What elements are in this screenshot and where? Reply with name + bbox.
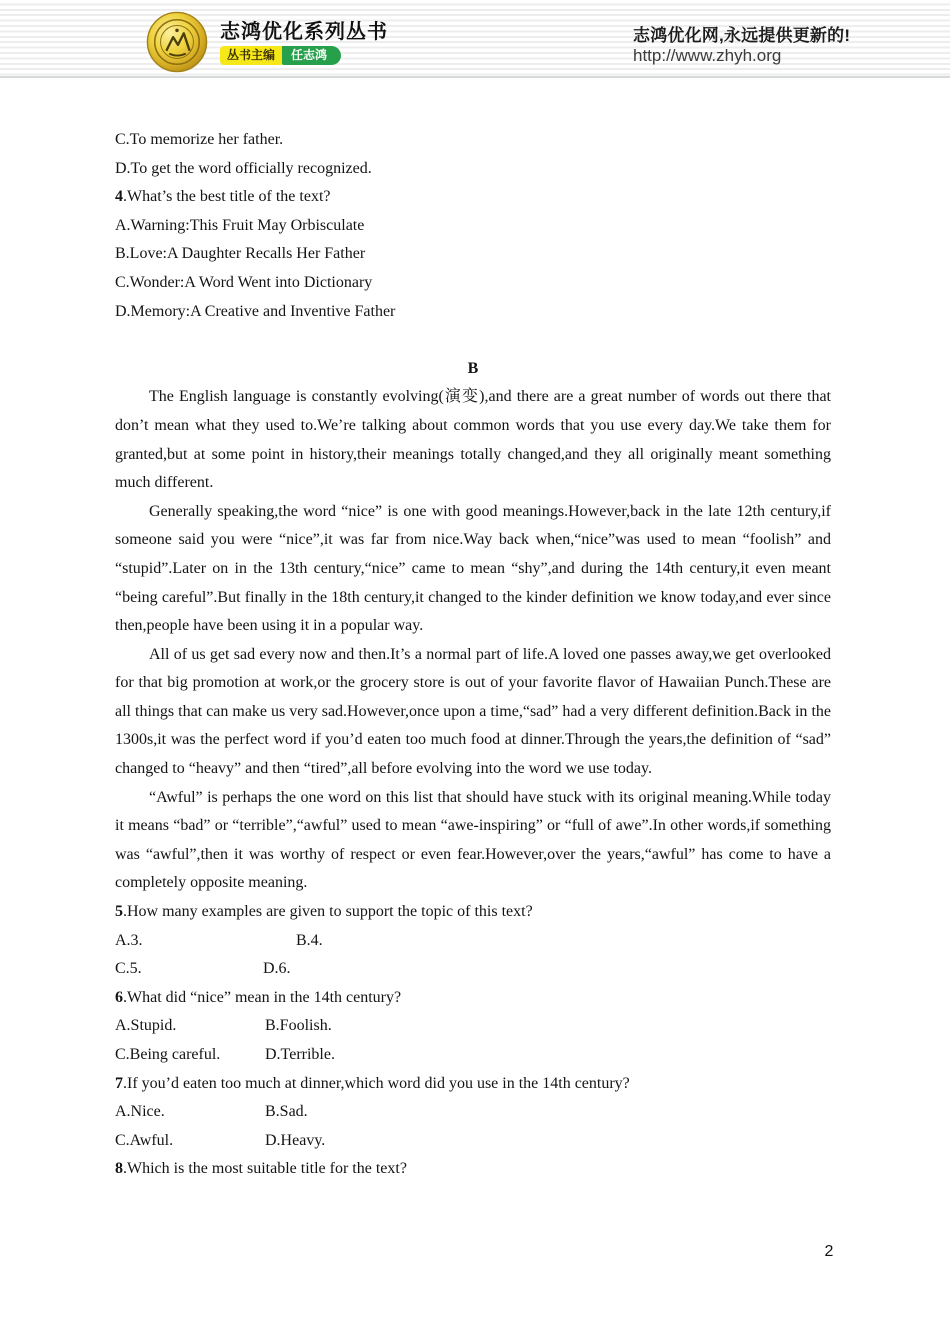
series-editor-badge: 丛书主编: [220, 46, 282, 65]
option-cell: C.Being careful.: [115, 1046, 221, 1063]
option-cell: C.Awful.: [115, 1131, 174, 1149]
option-cell: A.3.: [115, 931, 143, 949]
site-slogan: 志鸿优化网,永远提供更新的!: [633, 26, 851, 45]
editor-badges: [220, 46, 341, 65]
header-right-block: [633, 26, 850, 66]
option-cell: B.4.: [296, 931, 323, 949]
question-text: .If you’d eaten too much at dinner,which word did you use in the 14th century?: [123, 1074, 630, 1092]
question-number: 6: [115, 988, 123, 1006]
option-cell: D.6.: [263, 960, 291, 978]
option-cell: C.5.: [115, 960, 142, 978]
question-text: .What’s the best title of the text?: [123, 188, 331, 206]
option-row: [115, 955, 831, 984]
medal-logo-icon: [146, 11, 208, 73]
brand-block: [220, 11, 388, 65]
editor-name-badge: 任志鸿: [282, 46, 341, 65]
option-cell: A.Stupid.: [115, 1017, 177, 1035]
option-line: C.To memorize her father.: [115, 131, 284, 148]
option-line: A.Warning:This Fruit May Orbisculate: [115, 216, 365, 234]
document-content: [0, 78, 950, 1184]
option-cell: D.Heavy.: [265, 1131, 326, 1149]
option-cell: B.Foolish.: [265, 1017, 332, 1035]
question-text: .How many examples are given to support the topic of this text?: [123, 903, 533, 921]
question-text: .Which is the most suitable title for the text?: [123, 1160, 407, 1178]
option-row: [115, 927, 831, 956]
question-line-6: [115, 984, 831, 1013]
question-number: 7: [115, 1074, 123, 1092]
option-row: [115, 1127, 831, 1156]
question-number: 4: [115, 188, 123, 206]
option-cell: A.Nice.: [115, 1103, 165, 1121]
option-row: [115, 1098, 831, 1127]
paragraph: The English language is constantly evolving(演变),and there are a great number of words out there that don’t mean what they used to.We’re talking about common words that you use every day.We take them for granted,but at some point in history,their meanings totally changed,and they all originally meant something much different.: [115, 388, 831, 492]
section-heading-b: B: [467, 359, 479, 377]
option-line: D.Memory:A Creative and Inventive Father: [115, 302, 396, 320]
question-number: 5: [115, 903, 123, 921]
paragraph: All of us get sad every now and then.It’s a normal part of life.A loved one passes away,we get overlooked for that big promotion at work,or the grocery store is out of your favorite flavor of Hawaiian Punch.These are all things that can make us very sad.However,once upon a time,“sad” had a very different definition.Back in the 1300s,it was the perfect word if you’d eaten too much food at dinner.Through the years,the definition of “sad” changed to “heavy” and then “tired”,all before evolving into the word we use today.: [115, 645, 831, 778]
paragraph: “Awful” is perhaps the one word on this list that should have stuck with its original meaning.While today it means “bad” or “terrible”,“awful” used to mean “awe-inspiring” or “full of awe”.In other words,if something was “awful”,then it was worthy of respect or even fear.However,over the years,“awful” has come to have a completely opposite meaning.: [115, 788, 831, 892]
question-number: 8: [115, 1160, 123, 1178]
page-header: [0, 0, 950, 78]
question-text: .What did “nice” mean in the 14th century?: [123, 988, 402, 1006]
option-line: C.Wonder:A Word Went into Dictionary: [115, 273, 373, 291]
option-cell: B.Sad.: [265, 1103, 308, 1121]
brand-title: 志鸿优化系列丛书: [220, 21, 388, 43]
option-row: [115, 1012, 831, 1041]
option-row: [115, 1041, 831, 1070]
publisher-logo-group: [146, 11, 388, 73]
question-line-5: [115, 898, 831, 927]
question-line-8: [115, 1155, 831, 1184]
question-line-4: [115, 183, 831, 212]
site-url: http://www.zhyh.org: [633, 46, 782, 65]
question-line-7: [115, 1070, 831, 1099]
option-cell: D.Terrible.: [265, 1046, 335, 1063]
page-number: 2: [824, 1243, 834, 1260]
option-line: D.To get the word officially recognized.: [115, 159, 372, 177]
option-line: B.Love:A Daughter Recalls Her Father: [115, 245, 366, 263]
paragraph: Generally speaking,the word “nice” is one with good meanings.However,back in the late 12th century,if someone said you were “nice”,it was far from nice.Way back when,“nice”was used to mean “foolish” and “stupid”.Later on in the 13th century,“nice” came to mean “shy”,and during the 14th century,it even meant “being careful”.But finally in the 18th century,it changed to the kinder definition we know today,and ever since then,people have been using it in a popular way.: [115, 502, 831, 635]
